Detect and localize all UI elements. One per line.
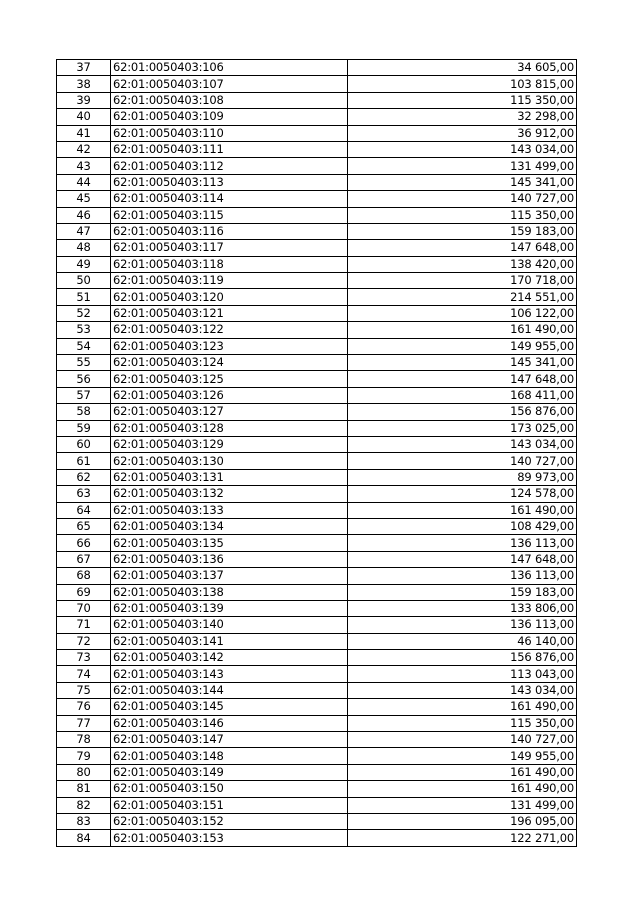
cadastral-number-cell: 62:01:0050403:110 [111,125,348,141]
cadastral-value-cell: 108 429,00 [348,518,577,534]
cadastral-value-cell: 156 876,00 [348,404,577,420]
cadastral-value-table [56,59,577,847]
cadastral-number-cell: 62:01:0050403:141 [111,633,348,649]
row-number-cell: 80 [57,764,111,780]
row-number-cell: 37 [57,60,111,76]
row-number-cell: 46 [57,207,111,223]
cadastral-value-cell: 149 955,00 [348,748,577,764]
table-row [57,764,577,780]
table-row [57,617,577,633]
cadastral-value-cell: 115 350,00 [348,92,577,108]
cadastral-value-cell: 140 727,00 [348,191,577,207]
cadastral-value-cell: 89 973,00 [348,469,577,485]
row-number-cell: 82 [57,797,111,813]
table-row [57,551,577,567]
cadastral-value-cell: 46 140,00 [348,633,577,649]
cadastral-value-cell: 34 605,00 [348,60,577,76]
row-number-cell: 74 [57,666,111,682]
cadastral-number-cell: 62:01:0050403:150 [111,781,348,797]
cadastral-value-cell: 168 411,00 [348,387,577,403]
cadastral-value-cell: 115 350,00 [348,207,577,223]
cadastral-value-cell: 214 551,00 [348,289,577,305]
table-row [57,338,577,354]
row-number-cell: 62 [57,469,111,485]
cadastral-number-cell: 62:01:0050403:148 [111,748,348,764]
table-row [57,109,577,125]
row-number-cell: 42 [57,141,111,157]
table-body [57,60,577,847]
cadastral-value-cell: 106 122,00 [348,305,577,321]
row-number-cell: 43 [57,158,111,174]
table-row [57,158,577,174]
cadastral-number-cell: 62:01:0050403:115 [111,207,348,223]
cadastral-value-cell: 147 648,00 [348,551,577,567]
cadastral-value-cell: 147 648,00 [348,240,577,256]
table-row [57,797,577,813]
cadastral-number-cell: 62:01:0050403:109 [111,109,348,125]
table-row [57,436,577,452]
cadastral-number-cell: 62:01:0050403:128 [111,420,348,436]
table-row [57,830,577,846]
cadastral-value-cell: 173 025,00 [348,420,577,436]
cadastral-number-cell: 62:01:0050403:106 [111,60,348,76]
cadastral-number-cell: 62:01:0050403:125 [111,371,348,387]
row-number-cell: 48 [57,240,111,256]
row-number-cell: 49 [57,256,111,272]
row-number-cell: 45 [57,191,111,207]
cadastral-value-cell: 156 876,00 [348,650,577,666]
cadastral-number-cell: 62:01:0050403:130 [111,453,348,469]
row-number-cell: 66 [57,535,111,551]
row-number-cell: 58 [57,404,111,420]
cadastral-number-cell: 62:01:0050403:131 [111,469,348,485]
row-number-cell: 55 [57,355,111,371]
cadastral-number-cell: 62:01:0050403:136 [111,551,348,567]
row-number-cell: 63 [57,486,111,502]
row-number-cell: 65 [57,518,111,534]
row-number-cell: 60 [57,436,111,452]
table-row [57,813,577,829]
row-number-cell: 47 [57,223,111,239]
cadastral-value-cell: 133 806,00 [348,600,577,616]
table-row [57,240,577,256]
table-row [57,273,577,289]
cadastral-value-cell: 113 043,00 [348,666,577,682]
cadastral-value-cell: 161 490,00 [348,699,577,715]
cadastral-number-cell: 62:01:0050403:153 [111,830,348,846]
cadastral-value-cell: 136 113,00 [348,617,577,633]
row-number-cell: 72 [57,633,111,649]
cadastral-value-cell: 143 034,00 [348,682,577,698]
cadastral-number-cell: 62:01:0050403:137 [111,568,348,584]
row-number-cell: 38 [57,76,111,92]
row-number-cell: 73 [57,650,111,666]
cadastral-number-cell: 62:01:0050403:124 [111,355,348,371]
cadastral-number-cell: 62:01:0050403:152 [111,813,348,829]
table-row [57,584,577,600]
table-row [57,486,577,502]
cadastral-value-cell: 143 034,00 [348,141,577,157]
cadastral-value-cell: 159 183,00 [348,584,577,600]
cadastral-number-cell: 62:01:0050403:118 [111,256,348,272]
table-row [57,715,577,731]
cadastral-value-cell: 136 113,00 [348,568,577,584]
cadastral-value-cell: 36 912,00 [348,125,577,141]
row-number-cell: 50 [57,273,111,289]
cadastral-value-cell: 124 578,00 [348,486,577,502]
cadastral-number-cell: 62:01:0050403:111 [111,141,348,157]
table-row [57,174,577,190]
cadastral-value-cell: 145 341,00 [348,355,577,371]
cadastral-value-cell: 147 648,00 [348,371,577,387]
cadastral-number-cell: 62:01:0050403:112 [111,158,348,174]
cadastral-value-cell: 122 271,00 [348,830,577,846]
cadastral-value-cell: 161 490,00 [348,502,577,518]
row-number-cell: 40 [57,109,111,125]
cadastral-number-cell: 62:01:0050403:126 [111,387,348,403]
cadastral-number-cell: 62:01:0050403:107 [111,76,348,92]
table-row [57,289,577,305]
row-number-cell: 69 [57,584,111,600]
cadastral-number-cell: 62:01:0050403:122 [111,322,348,338]
cadastral-number-cell: 62:01:0050403:145 [111,699,348,715]
table-row [57,141,577,157]
cadastral-number-cell: 62:01:0050403:138 [111,584,348,600]
table-row [57,650,577,666]
cadastral-number-cell: 62:01:0050403:140 [111,617,348,633]
cadastral-number-cell: 62:01:0050403:133 [111,502,348,518]
table-row [57,404,577,420]
table-row [57,125,577,141]
row-number-cell: 56 [57,371,111,387]
cadastral-number-cell: 62:01:0050403:119 [111,273,348,289]
cadastral-value-cell: 159 183,00 [348,223,577,239]
cadastral-value-cell: 149 955,00 [348,338,577,354]
table-row [57,600,577,616]
cadastral-number-cell: 62:01:0050403:147 [111,732,348,748]
row-number-cell: 71 [57,617,111,633]
cadastral-value-cell: 140 727,00 [348,732,577,748]
table-row [57,387,577,403]
cadastral-value-cell: 32 298,00 [348,109,577,125]
table-row [57,322,577,338]
table-row [57,633,577,649]
row-number-cell: 59 [57,420,111,436]
row-number-cell: 83 [57,813,111,829]
cadastral-number-cell: 62:01:0050403:117 [111,240,348,256]
row-number-cell: 84 [57,830,111,846]
row-number-cell: 78 [57,732,111,748]
table-row [57,305,577,321]
row-number-cell: 70 [57,600,111,616]
table-row [57,191,577,207]
row-number-cell: 81 [57,781,111,797]
table-row [57,92,577,108]
table-row [57,60,577,76]
cadastral-value-cell: 170 718,00 [348,273,577,289]
table-row [57,256,577,272]
cadastral-value-cell: 103 815,00 [348,76,577,92]
row-number-cell: 79 [57,748,111,764]
row-number-cell: 57 [57,387,111,403]
row-number-cell: 53 [57,322,111,338]
cadastral-number-cell: 62:01:0050403:142 [111,650,348,666]
row-number-cell: 54 [57,338,111,354]
table-row [57,781,577,797]
cadastral-number-cell: 62:01:0050403:144 [111,682,348,698]
cadastral-number-cell: 62:01:0050403:139 [111,600,348,616]
table-row [57,666,577,682]
table-row [57,568,577,584]
table-row [57,699,577,715]
cadastral-value-cell: 131 499,00 [348,797,577,813]
table-row [57,453,577,469]
cadastral-value-cell: 196 095,00 [348,813,577,829]
row-number-cell: 61 [57,453,111,469]
cadastral-number-cell: 62:01:0050403:151 [111,797,348,813]
row-number-cell: 67 [57,551,111,567]
cadastral-value-cell: 161 490,00 [348,764,577,780]
cadastral-number-cell: 62:01:0050403:121 [111,305,348,321]
row-number-cell: 39 [57,92,111,108]
cadastral-number-cell: 62:01:0050403:149 [111,764,348,780]
table-row [57,502,577,518]
cadastral-value-cell: 161 490,00 [348,781,577,797]
cadastral-number-cell: 62:01:0050403:143 [111,666,348,682]
cadastral-value-cell: 145 341,00 [348,174,577,190]
table-row [57,76,577,92]
cadastral-value-cell: 115 350,00 [348,715,577,731]
table-row [57,732,577,748]
table-row [57,371,577,387]
row-number-cell: 51 [57,289,111,305]
row-number-cell: 68 [57,568,111,584]
cadastral-value-cell: 143 034,00 [348,436,577,452]
row-number-cell: 64 [57,502,111,518]
cadastral-number-cell: 62:01:0050403:132 [111,486,348,502]
cadastral-number-cell: 62:01:0050403:134 [111,518,348,534]
cadastral-number-cell: 62:01:0050403:135 [111,535,348,551]
row-number-cell: 75 [57,682,111,698]
cadastral-value-cell: 161 490,00 [348,322,577,338]
cadastral-value-cell: 136 113,00 [348,535,577,551]
table-row [57,207,577,223]
row-number-cell: 52 [57,305,111,321]
row-number-cell: 44 [57,174,111,190]
table-row [57,223,577,239]
cadastral-number-cell: 62:01:0050403:120 [111,289,348,305]
table-row [57,518,577,534]
cadastral-value-cell: 140 727,00 [348,453,577,469]
cadastral-number-cell: 62:01:0050403:114 [111,191,348,207]
cadastral-number-cell: 62:01:0050403:116 [111,223,348,239]
cadastral-number-cell: 62:01:0050403:113 [111,174,348,190]
cadastral-number-cell: 62:01:0050403:146 [111,715,348,731]
table-row [57,748,577,764]
table-row [57,535,577,551]
cadastral-number-cell: 62:01:0050403:127 [111,404,348,420]
cadastral-number-cell: 62:01:0050403:123 [111,338,348,354]
table-row [57,420,577,436]
row-number-cell: 41 [57,125,111,141]
row-number-cell: 77 [57,715,111,731]
cadastral-number-cell: 62:01:0050403:129 [111,436,348,452]
table-row [57,469,577,485]
cadastral-value-cell: 131 499,00 [348,158,577,174]
row-number-cell: 76 [57,699,111,715]
table-row [57,682,577,698]
table-row [57,355,577,371]
cadastral-value-cell: 138 420,00 [348,256,577,272]
cadastral-number-cell: 62:01:0050403:108 [111,92,348,108]
